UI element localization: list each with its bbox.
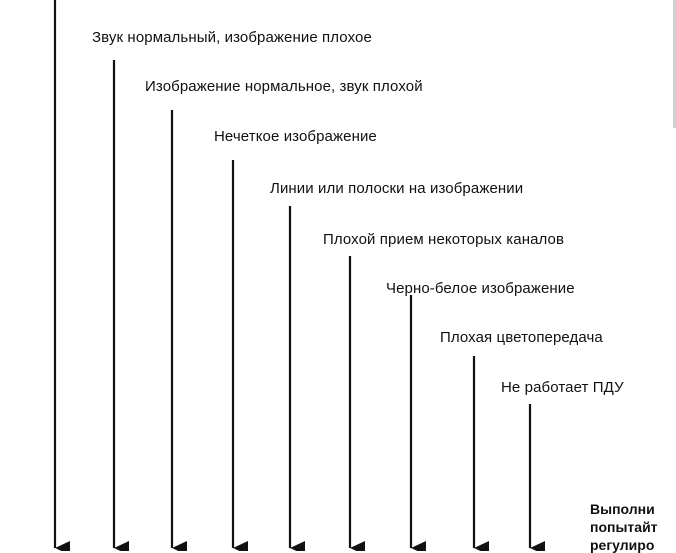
action-note-line-2: попытайт xyxy=(590,519,658,535)
symptom-label-4: Линии или полоски на изображении xyxy=(270,180,524,197)
action-note-line-1: Выполни xyxy=(590,501,655,517)
action-note-line-3: регулиро xyxy=(590,537,655,553)
symptom-label-8: Не работает ПДУ xyxy=(501,379,624,396)
symptom-label-5: Плохой прием некоторых каналов xyxy=(323,231,565,248)
symptom-label-2: Изображение нормальное, звук плохой xyxy=(145,78,423,95)
symptom-label-6: Черно-белое изображение xyxy=(386,280,575,297)
symptom-label-1: Звук нормальный, изображение плохое xyxy=(92,29,372,46)
symptom-label-3: Нечеткое изображение xyxy=(214,128,377,145)
symptom-label-7: Плохая цветопередача xyxy=(440,329,603,346)
